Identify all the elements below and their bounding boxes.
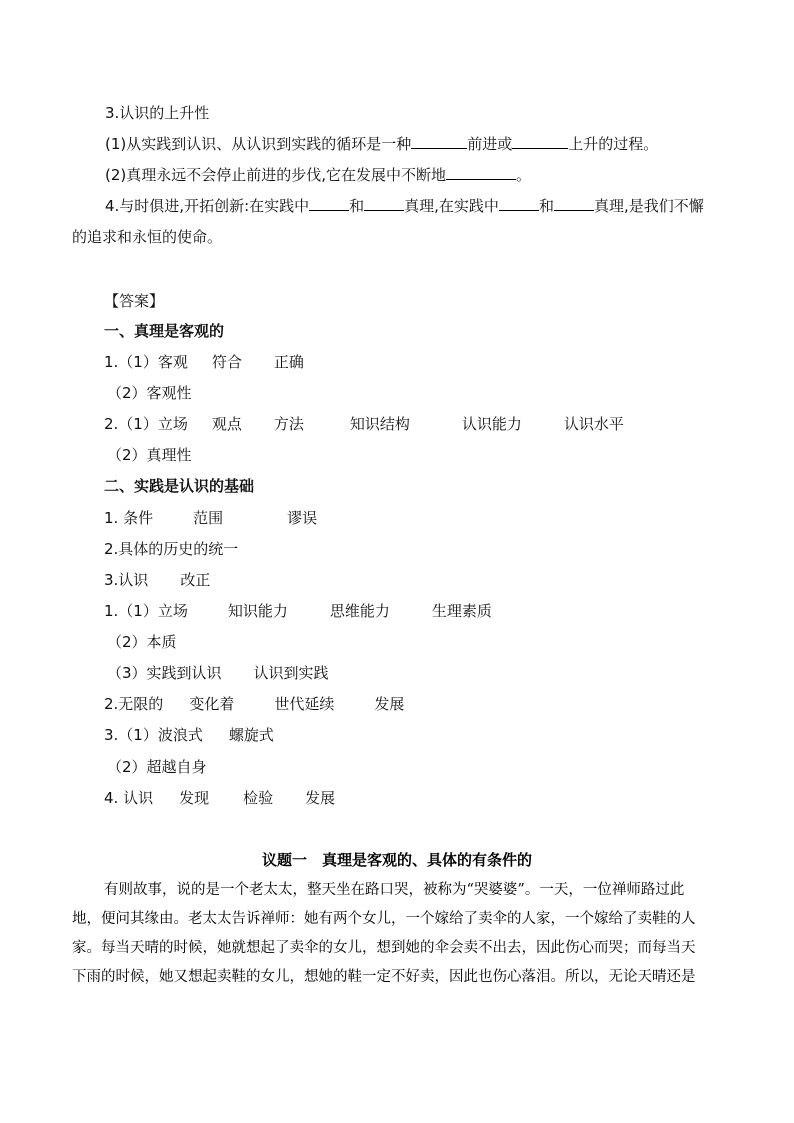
answer-line (107, 662, 329, 684)
answer-part1-title: 一、真理是客观的 (104, 322, 225, 340)
answer-item: 谬误 (287, 509, 318, 527)
section3-item2 (105, 164, 531, 186)
answer-item: 范围 (193, 509, 224, 527)
blank[interactable] (554, 195, 594, 211)
item1-text-c: 上升的过程。 (568, 135, 659, 153)
answer-line: 2.具体的历史的统一 (104, 540, 239, 558)
blank[interactable] (364, 195, 404, 211)
item1-text-b: 前进或 (467, 135, 513, 153)
answer-line (104, 600, 492, 622)
answer-item: 发现 (179, 789, 210, 807)
answer-item: 正确 (273, 353, 304, 371)
story-line: 有则故事，说的是一个老太太，整天坐在路口哭，被称为“哭婆婆”。一天，一位禅师路过此 (104, 882, 685, 898)
answer-item: 变化着 (189, 695, 235, 713)
answer-item: 发展 (305, 789, 336, 807)
answer-item: （3）实践到认识 (107, 664, 222, 682)
answer-item: 生理素质 (431, 602, 492, 620)
answer-item: 4. 认识 (104, 789, 154, 807)
answer-line: （2）客观性 (107, 384, 192, 402)
item4-text-e: 真理,是我们不懈 (593, 197, 704, 215)
section3-item4-continued: 的追求和永恒的使命。 (72, 228, 223, 246)
answer-line (104, 351, 304, 373)
answer-item: 思维能力 (329, 602, 390, 620)
item1-text-a: (1)从实践到认识、从认识到实践的循环是一种 (105, 135, 412, 153)
answer-line (104, 507, 317, 529)
answer-line (104, 787, 335, 809)
answer-item: 方法 (273, 415, 304, 433)
answer-item: 2.无限的 (104, 695, 164, 713)
blank[interactable] (411, 133, 467, 149)
answer-item: 改正 (180, 571, 211, 589)
section3-item4 (105, 195, 704, 217)
answer-item: 1. 条件 (104, 509, 154, 527)
answer-item: 世代延续 (274, 695, 335, 713)
item2-text-a: (2)真理永远不会停止前进的步伐,它在发展中不断地 (105, 166, 447, 184)
answer-item: 认识水平 (563, 415, 624, 433)
answer-label: 【答案】 (104, 292, 165, 310)
answer-item: 1.（1）立场 (104, 602, 188, 620)
answer-item: 发展 (374, 695, 405, 713)
item4-text-b: 和 (349, 197, 365, 215)
answer-line: （2）超越自身 (107, 758, 207, 776)
answer-line: （2）本质 (107, 633, 177, 651)
answer-item: 符合 (211, 353, 242, 371)
blank[interactable] (499, 195, 539, 211)
answer-line (104, 693, 404, 715)
item4-text-d: 和 (538, 197, 554, 215)
answer-line (104, 724, 274, 746)
item4-text-a: 4.与时俱进,开拓创新:在实践中 (105, 197, 310, 215)
blank[interactable] (446, 164, 516, 180)
answer-item: 认识到实践 (253, 664, 329, 682)
story-line: 地，便问其缘由。老太太告诉禅师：她有两个女儿，一个嫁给了卖伞的人家，一个嫁给了卖鞋的人 (72, 911, 696, 927)
story-line: 家。每当天晴的时候，她就想起了卖伞的女儿，想到她的伞会卖不出去，因此伤心而哭；而每当天 (72, 940, 696, 956)
story-line: 下雨的时候，她又想起卖鞋的女儿，想她的鞋一定不好卖，因此也伤心落泪。所以，无论天晴还是 (72, 969, 696, 985)
answer-item: 3.认识 (104, 571, 149, 589)
answer-line: （2）真理性 (107, 446, 192, 464)
answer-item: 观点 (211, 415, 242, 433)
section3-item1 (105, 133, 658, 155)
answer-item: 螺旋式 (228, 726, 274, 744)
blank[interactable] (512, 133, 568, 149)
item4-text-c: 真理,在实践中 (404, 197, 499, 215)
answer-item: 检验 (243, 789, 274, 807)
answer-item: 3.（1）波浪式 (104, 726, 203, 744)
blank[interactable] (309, 195, 349, 211)
answer-part2-title: 二、实践是认识的基础 (104, 477, 255, 495)
answer-item: 2.（1）立场 (104, 415, 188, 433)
section3-heading: 3.认识的上升性 (105, 104, 210, 122)
item2-text-b: 。 (516, 166, 532, 184)
answer-item: 知识能力 (227, 602, 288, 620)
topic-title: 议题一 真理是客观的、具体的有条件的 (261, 851, 532, 869)
answer-item: 认识能力 (461, 415, 522, 433)
answer-line (104, 569, 210, 591)
answer-item: 知识结构 (349, 415, 410, 433)
answer-item: 1.（1）客观 (104, 353, 188, 371)
answer-line (104, 413, 624, 435)
